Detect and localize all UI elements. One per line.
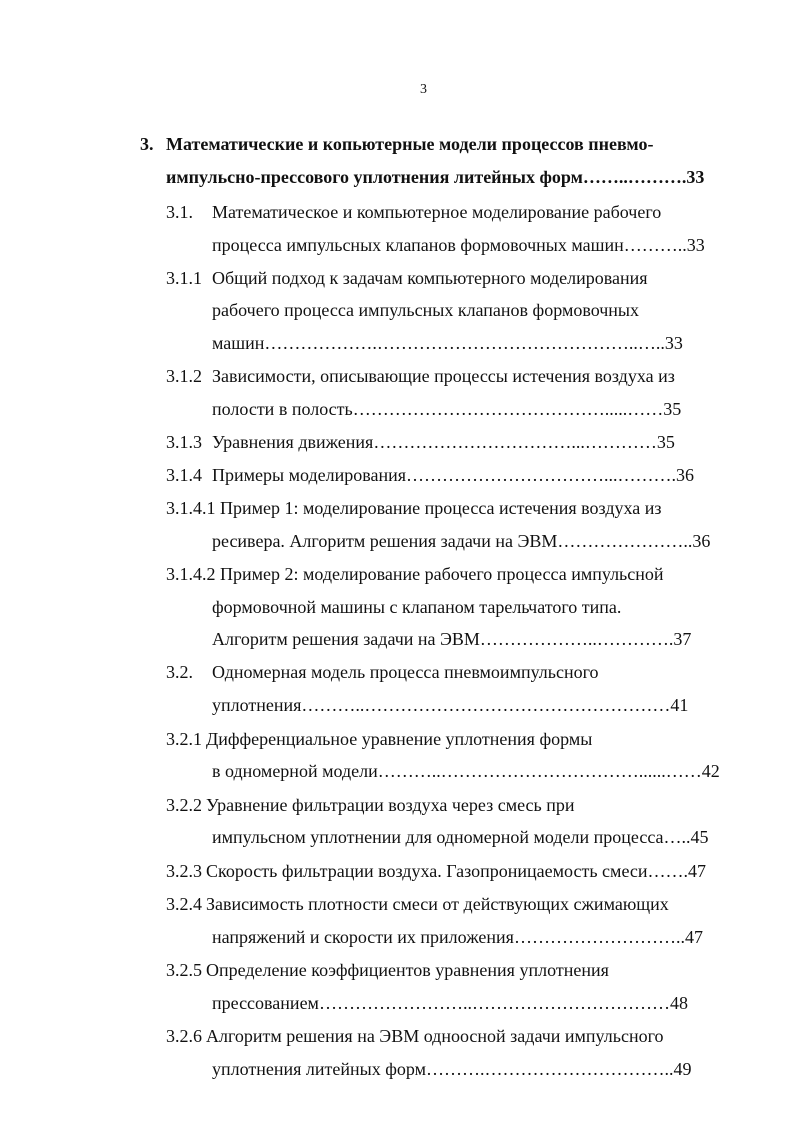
chapter-heading-line2: импульсно-прессового уплотнения литейных форм……..……….33 xyxy=(166,167,705,187)
page-number: 3 xyxy=(420,82,427,97)
toc-entry-continuation: процесса импульсных клапанов формовочных машин………..33 xyxy=(212,235,705,255)
toc-entry-number: 3.1.1 xyxy=(166,268,202,288)
toc-entry-text: Зависимость плотности смеси от действующих сжимающих xyxy=(206,894,669,914)
toc-entry-number: 3.2.3 xyxy=(166,861,202,881)
toc-entry-number: 3.1.2 xyxy=(166,366,202,386)
toc-entry-3-2 xyxy=(166,661,599,683)
toc-entry-text: Пример 1: моделирование процесса истечения воздуха из xyxy=(220,498,662,518)
toc-entry-continuation: в одномерной модели………..……………………………......……42 xyxy=(212,761,720,781)
toc-entry-3-1-4-2 xyxy=(166,563,664,585)
toc-entry-3-2-1 xyxy=(166,728,592,750)
toc-entry-text: Дифференциальное уравнение уплотнения формы xyxy=(206,729,593,749)
toc-entry-3-2-5 xyxy=(166,959,609,981)
toc-entry-text: Пример 2: моделирование рабочего процесса импульсной xyxy=(220,564,664,584)
toc-entry-number: 3.2.1 xyxy=(166,729,202,749)
toc-entry-continuation: импульсном уплотнении для одномерной модели процесса…..45 xyxy=(212,827,709,847)
toc-entry-text: Определение коэффициентов уравнения уплотнения xyxy=(206,960,609,980)
toc-entry-3-1-2 xyxy=(166,365,675,387)
toc-entry-number: 3.1.4 xyxy=(166,465,202,485)
toc-entry-continuation: полости в полость…………………………………….....……35 xyxy=(212,399,682,419)
toc-entry-continuation: ресивера. Алгоритм решения задачи на ЭВМ…………………..36 xyxy=(212,531,711,551)
toc-entry-number: 3.2. xyxy=(166,662,193,682)
toc-entry-text: Одномерная модель процесса пневмоимпульсного xyxy=(212,662,599,682)
toc-entry-text: Скорость фильтрации воздуха. Газопроницаемость смеси…….47 xyxy=(206,861,707,881)
toc-entry-3-1-1 xyxy=(166,267,648,289)
toc-entry-3-2-3 xyxy=(166,860,706,882)
toc-entry-number: 3.1.3 xyxy=(166,432,202,452)
toc-entry-3-2-4 xyxy=(166,893,669,915)
toc-entry-text: Алгоритм решения на ЭВМ одноосной задачи импульсного xyxy=(206,1026,664,1046)
toc-entry-number: 3.2.6 xyxy=(166,1026,202,1046)
toc-entry-text: Уравнение фильтрации воздуха через смесь при xyxy=(206,795,575,815)
toc-entry-number: 3.2.2 xyxy=(166,795,202,815)
toc-entry-number: 3.2.5 xyxy=(166,960,202,980)
toc-entry-3-1-4-1 xyxy=(166,497,661,519)
toc-entry-text: Математическое и компьютерное моделирование рабочего xyxy=(212,202,662,222)
toc-entry-3-1-3 xyxy=(166,431,675,453)
toc-entry-continuation: машин……………….……………………………………..…..33 xyxy=(212,333,683,353)
toc-entry-number: 3.1. xyxy=(166,202,193,222)
toc-entry-number: 3.1.4.1 xyxy=(166,498,216,518)
toc-entry-text: Уравнения движения……………………………...…………35 xyxy=(212,432,675,452)
chapter-title-line1: Математические и копьютерные модели процессов пневмо- xyxy=(166,134,654,154)
toc-entry-continuation: прессованием……………………..……………………………48 xyxy=(212,993,688,1013)
chapter-number: 3. xyxy=(140,134,154,154)
toc-entry-continuation: Алгоритм решения задачи на ЭВМ………………..………….37 xyxy=(212,629,692,649)
toc-entry-3-2-2 xyxy=(166,794,575,816)
toc-entry-text: Примеры моделирования……………………………...……….36 xyxy=(212,465,695,485)
toc-entry-continuation: напряжений и скорости их приложения………………………..47 xyxy=(212,927,703,947)
toc-entry-number: 3.1.4.2 xyxy=(166,564,216,584)
toc-entry-3-2-6 xyxy=(166,1025,664,1047)
toc-entry-3-1-4 xyxy=(166,464,694,486)
toc-entry-continuation: рабочего процесса импульсных клапанов формовочных xyxy=(212,300,640,320)
toc-entry-continuation: формовочной машины с клапаном тарельчатого типа. xyxy=(212,597,622,617)
chapter-heading-line1 xyxy=(140,133,653,155)
toc-entry-text: Общий подход к задачам компьютерного моделирования xyxy=(212,268,648,288)
toc-entry-continuation: уплотнения………..……………………………………………41 xyxy=(212,695,689,715)
toc-entry-3-1 xyxy=(166,201,661,223)
toc-entry-text: Зависимости, описывающие процессы истечения воздуха из xyxy=(212,366,675,386)
toc-entry-number: 3.2.4 xyxy=(166,894,202,914)
toc-entry-continuation: уплотнения литейных форм……….…………………………..49 xyxy=(212,1059,692,1079)
